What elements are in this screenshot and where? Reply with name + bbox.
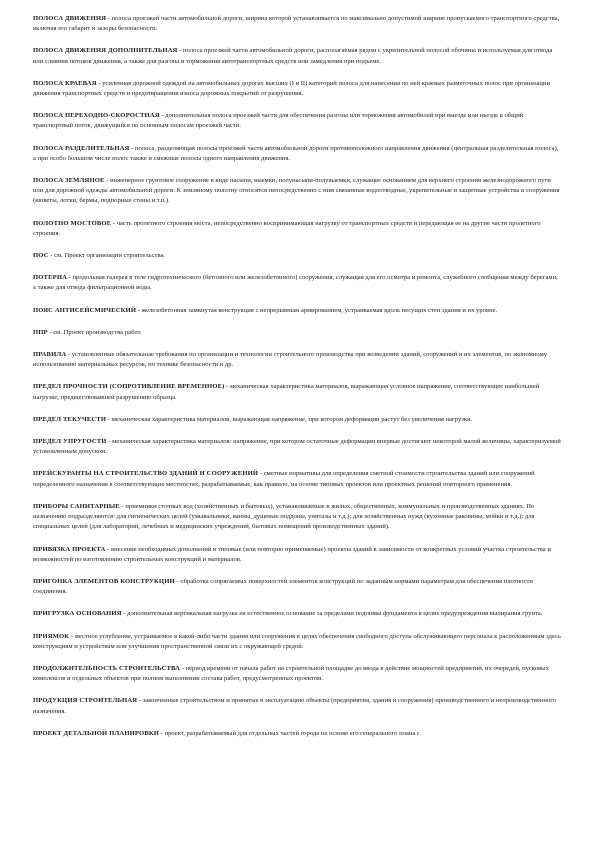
entry-definition: см. Проект организации строительства. (54, 252, 166, 260)
entry-definition: полоса проезжей части автомобильной дороги, располагаемая рядом с укрепительной полосой обочины и используемая для отвода или слияния потоков движения, а также для разгона и торможения автотранспортных средств или замедления при подъеме. (33, 47, 553, 65)
entry-term: ПОС (33, 252, 49, 260)
glossary-entry: ПРОЕКТ ДЕТАЛЬНОЙ ПЛАНИРОВКИ - проект, разрабатываемый для отдельных частей города на основе его генерального плана с (33, 729, 420, 737)
entry-term: ПРЕЙСКУРАНТЫ НА СТРОИТЕЛЬСТВО ЗДАНИЙ И СООРУЖЕНИЙ (33, 470, 259, 478)
entry-term: ПРЕДЕЛ УПРУГОСТИ (33, 438, 107, 446)
glossary-entry: ПРИБОРЫ САНИТАРНЫЕ - приемники сточных вод (хозяйственных и бытовых), устанавливаемые в жилых, общественных, коммунальных и производственных зданиях. По назначению подразделяются: для гигиенических целей (умывальники, ванны, душевые поддоны, унитазы и т.д.); для хозяйственных нужд (кухонные раковины, мойки и т.д.); для специальных целей (для лабораторий, лечебных и медицинских учреждений, бытовых помещений производственных зданий). (33, 502, 535, 531)
entry-definition: механическая характеристика материалов, выражающая напряжение, при котором деформации растут без увеличения нагрузки. (111, 415, 473, 423)
glossary-entry: ПРИЯМОК - местное углубление, устраиваемое в какой-либо части здания или сооружения в целях обеспечения свободного доступа обслуживающего персонала к расположенным здесь конструкциям и устройствам или улучшения пространственной связи их с окружающей средой. (33, 632, 562, 650)
entry-term: ПОЛОСА ДВИЖЕНИЯ (33, 15, 107, 22)
entry-definition: железобетонная замкнутая конструкция с непрерывным армированием, устраиваемая вдоль несущих стен здания и их уровне. (141, 306, 498, 314)
glossary-entry: ППР - см. Проект производства работ. (33, 328, 142, 336)
entry-definition: полоса проезжей части автомобильной дороги, ширина которой устанавливается по максимально допустимой ширине пропускаемого транспортного средства, включая его габарит и зазоры безопасности. (33, 15, 560, 33)
entry-definition: законченные строительством и принятые в эксплуатацию объекты (предприятия, здания и сооружения) производственного и непроизводственного назначения. (33, 697, 557, 715)
glossary-entry: ПОЛОТНО МОСТОВОЕ - часть пролетного строения моста, непосредственно воспринимающая нагрузку от транспортных средств и передающая ее на другие части пролетного строения. (33, 219, 541, 237)
glossary-entry: ПОЛОСА ЗЕМЛЯНОЕ - инженерное грунтовое сооружение в виде насыпи, выемки, полунасыпи-полувыемки, служащее основанием для верхнего строения железнодорожного пути или для дорожной одежды автомобильной дороги. К земляному полотну относятся непосредственно с ним связанные водоотводные, укрепительные и защитные устройства и сооружения (кюветы, лотки, бермы, подпорные стены и т.п.). (33, 177, 560, 205)
entry-definition: часть пролетного строения моста, непосредственно воспринимающая нагрузку от транспортных средств и передающая ее на другие части пролетного строения. (33, 219, 541, 237)
glossary-entry: ПРОДОЛЖИТЕЛЬНОСТЬ СТРОИТЕЛЬСТВА - период времени от начала работ на строительной площадке до ввода в действие мощностей предприятий, их очередей, пусковых комплексов и отдельных объектов при полном выполнении состава работ, предусмотренных проектом. (33, 664, 549, 683)
glossary-entry: ПРЕДЕЛ ТЕКУЧЕСТИ - механическая характеристика материалов, выражающая напряжение, при котором деформации растут без увеличения нагрузки. (33, 415, 473, 423)
entry-term: ПОЛОТНО МОСТОВОЕ (33, 219, 112, 227)
entry-definition: проект, разрабатываемый для отдельных частей города на основе его генерального плана с (164, 729, 420, 737)
entry-definition: местное углубление, устраиваемое в какой-либо части здания или сооружения в целях обеспечения свободного доступа обслуживающего персонала к расположенным здесь конструкциям и устройствам или улучшения пространственной связи их с окружающей средой. (33, 632, 562, 650)
entry-definition: механическая характеристика материалов: напряжение, при котором остаточные деформации впервые достигают некоторой малой величины, характеризуемой установленным допуском. (33, 438, 561, 456)
entry-definition: внесение необходимых дополнений в типовые (или повторно применяемые) проекты зданий в зависимости от конкретных условий участка строительства и возможностей по изготовлению строительных конструкций и материалов. (33, 545, 551, 563)
entry-definition: установленные обязательные требования по организации и технологии строительного производства при возведении зданий, сооружений и их элементов, по экономному использованию материальных ресурсов, по технике безопасности и др. (33, 351, 548, 369)
entry-definition: усиленная дорожной одеждой на автомобильных дорогах высших (I и II) категорий полоса для нанесения по ней краевых разметочных полос при организации движения транспортных средств и предотвращения износа дорожных покрытий от разрушения. (33, 79, 551, 98)
entry-term: ПОЛОСА РАЗДЕЛИТЕЛЬНАЯ (33, 144, 130, 152)
entry-term: ПОТЕРНА (33, 274, 68, 282)
entry-definition: дополнительная вертикальная нагрузка на естественное основание за пределами подошвы фундамента в целях предупреждения выпирания грунта. (127, 610, 543, 618)
glossary-entry: ПОЛОСА ДВИЖЕНИЯ - полоса проезжей части автомобильной дороги, ширина которой устанавливается по максимально допустимой ширине пропускаемого транспортного средства, включая его габарит и зазоры безопасности. (33, 15, 560, 33)
entry-term: ПОЛОСА ЗЕМЛЯНОЕ (33, 177, 105, 185)
entry-term: ПРЕДЕЛ ПРОЧНОСТИ (СОПРОТИВЛЕНИЕ ВРЕМЕННОЕ) (33, 383, 225, 391)
glossary-entry: ПОТЕРНА - продольная галерея в теле гидротехнического (бетонного или железобетонного) сооружения, служащая для его осмотра и ремонта, служебного сообщения между берегами, а также для отвода фильтрационной воды. (33, 274, 558, 292)
entry-term: ПОЛОСА ПЕРЕХОДНО-СКОРОСТНАЯ (33, 112, 160, 120)
entry-term: ПРИГОНКА ЭЛЕМЕНТОВ КОНСТРУКЦИИ (33, 577, 175, 585)
entry-definition: полоса, разделяющая полосы проезжей части автомобильной дороги противоположного направления движения (центральная разделительная полоса), а при особо большом числе полос также и смежные полосы одного направления движения. (33, 144, 559, 162)
entry-term: ПРОДУКЦИЯ СТРОИТЕЛЬНАЯ (33, 697, 138, 705)
entry-definition: механическая характеристика материалов, выражающая условное напряжение, соответствующее наибольшей нагрузке, предшествовавшей разрушению образца. (33, 383, 540, 401)
glossary-entry: ПОЛОСА КРАЕВАЯ - усиленная дорожной одеждой на автомобильных дорогах высших (I и II) категорий полоса для нанесения по ней краевых разметочных полос при организации движения транспортных средств и предотвращения износа дорожных покрытий от разрушения. (33, 79, 551, 98)
entry-term: ПРИБОРЫ САНИТАРНЫЕ (33, 502, 120, 510)
entry-term: ППР (33, 328, 48, 336)
glossary-entry: ПОЛОСА РАЗДЕЛИТЕЛЬНАЯ - полоса, разделяющая полосы проезжей части автомобильной дороги противоположного направления движения (центральная разделительная полоса), а при особо большом числе полос также и смежные полосы одного направления движения. (33, 144, 559, 162)
glossary-entry: ПОЛОСА ДВИЖЕНИЯ ДОПОЛНИТЕЛЬНАЯ - полоса проезжей части автомобильной дороги, располагаемая рядом с укрепительной полосой обочины и используемая для отвода или слияния потоков движения, а также для разгона и торможения автотранспортных средств или замедления при подъеме. (33, 47, 553, 65)
entry-definition: сметные нормативы для определения сметной стоимости строительства зданий или сооружений определенного назначения в соответствующих местностях, разрабатываемые, как правило, на основе типовых проектов или проектных решений повторного применения. (33, 470, 535, 488)
entry-term: ПРОДОЛЖИТЕЛЬНОСТЬ СТРОИТЕЛЬСТВА (33, 664, 181, 672)
glossary-entry: ПРИГРУЗКА ОСНОВАНИЯ - дополнительная вертикальная нагрузка на естественное основание за пределами подошвы фундамента в целях предупреждения выпирания грунта. (33, 610, 543, 618)
entry-term: ПРЕДЕЛ ТЕКУЧЕСТИ (33, 415, 107, 423)
glossary-entry: ПРЕЙСКУРАНТЫ НА СТРОИТЕЛЬСТВО ЗДАНИЙ И СООРУЖЕНИЙ - сметные нормативы для определения сметной стоимости строительства зданий или сооружений определенного назначения в соответствующих местностях, разрабатываемые, как правило, на основе типовых проектов или проектных решений повторного применения. (33, 470, 535, 488)
glossary-entry: ПОС - см. Проект организации строительства. (33, 252, 166, 260)
entry-term: ПРИЯМОК (33, 632, 70, 640)
entry-definition: дополнительная полоса проезжей части для обеспечения разгона или торможения автомобилей при выезде или въезде в общий транспортный поток, движущийся по основным полосам проезжей части. (33, 112, 524, 130)
glossary-entry: ПОЯС АНТИСЕЙСМИЧЕСКИЙ - железобетонная замкнутая конструкция с непрерывным армированием, устраиваемая вдоль несущих стен здания и их уровне. (33, 306, 498, 314)
glossary-entry: ПОЛОСА ПЕРЕХОДНО-СКОРОСТНАЯ - дополнительная полоса проезжей части для обеспечения разгона или торможения автомобилей при выезде или въезде в общий транспортный поток, движущийся по основным полосам проезжей части. (33, 112, 524, 130)
glossary-entry: ПРИВЯЗКА ПРОЕКТА - внесение необходимых дополнений в типовые (или повторно применяемые) проекты зданий в зависимости от конкретных условий участка строительства и возможностей по изготовлению строительных конструкций и материалов. (33, 545, 551, 563)
entry-term: ПОЛОСА ДВИЖЕНИЯ ДОПОЛНИТЕЛЬНАЯ (33, 47, 178, 55)
glossary-entry: ПРЕДЕЛ ПРОЧНОСТИ (СОПРОТИВЛЕНИЕ ВРЕМЕННОЕ) - механическая характеристика материалов, выражающая условное напряжение, соответствующее наибольшей нагрузке, предшествовавшей разрушению образца. (33, 383, 540, 401)
glossary-entry: ПРИГОНКА ЭЛЕМЕНТОВ КОНСТРУКЦИИ - обработка сопрягаемых поверхностей элементов конструкций по заданным нормами параметрам для обеспечения плотности соединения. (33, 577, 533, 596)
entry-definition: период времени от начала работ на строительной площадке до ввода в действие мощностей предприятий, их очередей, пусковых комплексов и отдельных объектов при полном выполнении состава работ, предусмотренных проектом. (33, 664, 549, 683)
entry-term: ПОЯС АНТИСЕЙСМИЧЕСКИЙ (33, 306, 137, 314)
glossary-entry: ПРЕДЕЛ УПРУГОСТИ - механическая характеристика материалов: напряжение, при котором остаточные деформации впервые достигают некоторой малой величины, характеризуемой установленным допуском. (33, 438, 561, 456)
entry-definition: см. Проект производства работ. (53, 328, 142, 336)
entry-definition: обработка сопрягаемых поверхностей элементов конструкций по заданным нормами параметрам для обеспечения плотности соединения. (33, 577, 533, 596)
entry-definition: приемники сточных вод (хозяйственных и бытовых), устанавливаемые в жилых, общественных, коммунальных и производственных зданиях. По назначению подразделяются: для гигиенических целей (умывальники, ванны, душевые поддоны, унитазы и т.д.); для хозяйственных нужд (кухонные раковины, мойки и т.д.); для специальных целей (для лабораторий, лечебных и медицинских учреждений, бытовых помещений производственных зданий). (33, 502, 535, 531)
entry-term: ПОЛОСА КРАЕВАЯ (33, 79, 97, 87)
entry-definition: инженерное грунтовое сооружение в виде насыпи, выемки, полунасыпи-полувыемки, служащее основанием для верхнего строения железнодорожного пути или для дорожной одежды автомобильной дороги. К земляному полотну относятся непосредственно с ним связанные водоотводные, укрепительные и защитные устройства и сооружения (кюветы, лотки, бермы, подпорные стены и т.п.). (33, 177, 560, 205)
entry-term: ПРИГРУЗКА ОСНОВАНИЯ (33, 610, 122, 618)
glossary-entry: ПРАВИЛА - установленные обязательные требования по организации и технологии строительного производства при возведении зданий, сооружений и их элементов, по экономному использованию материальных ресурсов, по технике безопасности и др. (33, 351, 548, 369)
entry-term: ПРАВИЛА (33, 351, 67, 359)
glossary-entry: ПРОДУКЦИЯ СТРОИТЕЛЬНАЯ - законченные строительством и принятые в эксплуатацию объекты (предприятия, здания и сооружения) производственного и непроизводственного назначения. (33, 697, 557, 715)
document-page (33, 14, 561, 751)
entry-definition: продольная галерея в теле гидротехнического (бетонного или железобетонного) сооружения, служащая для его осмотра и ремонта, служебного сообщения между берегами, а также для отвода фильтрационной воды. (33, 274, 558, 292)
entry-term: ПРОЕКТ ДЕТАЛЬНОЙ ПЛАНИРОВКИ (33, 729, 160, 737)
entry-term: ПРИВЯЗКА ПРОЕКТА (33, 545, 106, 553)
